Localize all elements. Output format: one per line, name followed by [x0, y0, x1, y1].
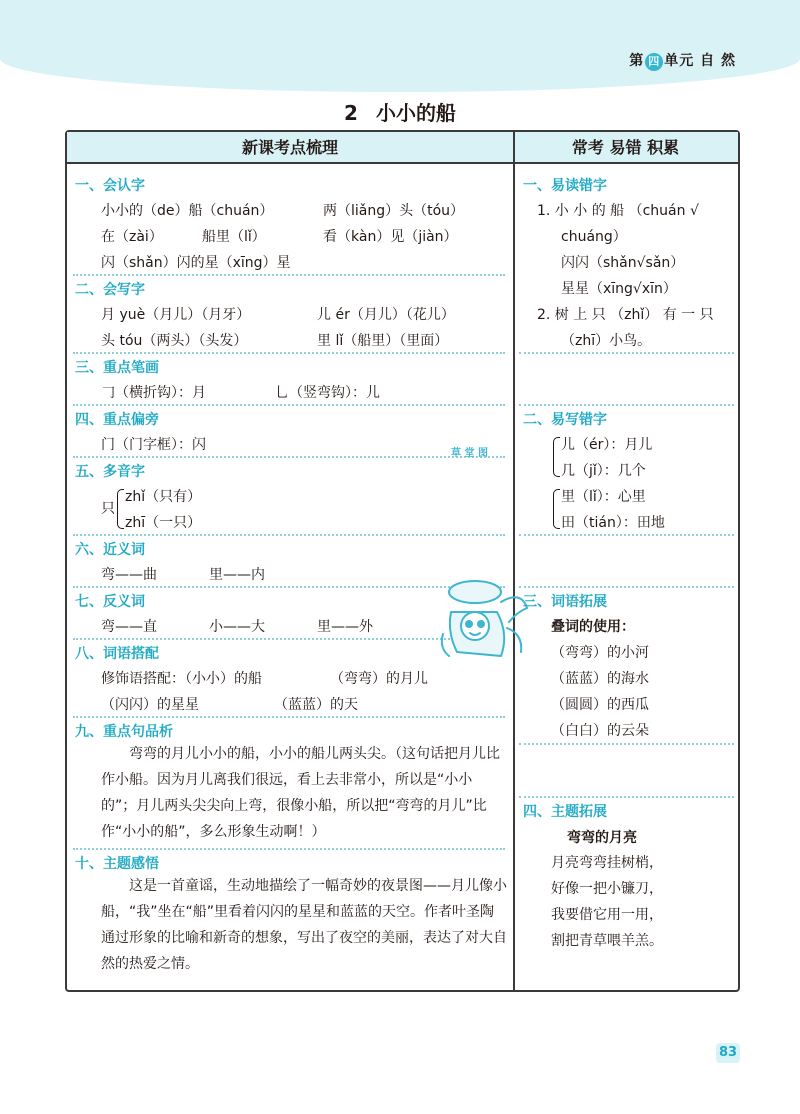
dotted-divider	[519, 743, 734, 745]
dotted-divider	[73, 404, 505, 406]
list-item: 儿（ér）：月儿	[561, 437, 653, 453]
sentence-analysis-paragraph: 弯弯的月儿小小的船，小小的船儿两头尖。（这句话把月儿比作小船。因为月儿离我们很远，看上去非常小，所以是“小小的”；月儿两头尖尖向上弯，很像小船，所以把“弯弯的月儿”比作“小小的船”，多么形象生动啊！）	[101, 746, 500, 840]
list-item: 田（tián）：田地	[561, 515, 665, 531]
list-item: 两（liǎng）头（tóu）	[323, 203, 465, 219]
dotted-divider	[73, 352, 505, 354]
theme-paragraph: 这是一首童谣，生动地描绘了一幅奇妙的夜景图——月儿像小船，“我”坐在“船”里看着闪闪的星星和蓝蓝的天空。作者叶圣陶通过形象的比喻和新奇的想象，写出了夜空的美丽，表达了对大自然的热爱之情。	[101, 878, 507, 972]
list-item: （蓝蓝）的天	[274, 697, 358, 713]
section-heading: 六、近义词	[75, 542, 145, 558]
list-item: （弯弯）的月儿	[330, 671, 428, 687]
top-banner	[0, 0, 800, 92]
list-item: 看（kàn）见（jiàn）	[323, 229, 458, 245]
section-heading: 八、词语搭配	[75, 646, 159, 662]
section-heading: 三、词语拓展	[523, 594, 607, 610]
dotted-divider	[519, 796, 734, 798]
brace	[553, 489, 560, 529]
list-item: 门（门字框）：闪	[101, 437, 206, 453]
list-item: 船里（lǐ）	[202, 229, 266, 245]
list-item: zhǐ（只有）	[125, 489, 202, 505]
list-item: （闪闪）的星星	[101, 697, 199, 713]
unit-theme: 自 然	[700, 53, 736, 69]
list-item: 闪（shǎn）闪的星（xīng）星	[101, 255, 291, 271]
list-item: （弯弯）的小河	[551, 645, 649, 661]
section-heading: 五、多音字	[75, 464, 145, 480]
list-item: 弯——直	[101, 619, 157, 635]
list-item: （白白）的云朵	[551, 723, 649, 739]
unit-label	[629, 50, 736, 71]
poem-title: 弯弯的月亮	[567, 830, 637, 846]
poem-line: 我要借它用一用，	[551, 907, 663, 923]
list-item: 星星（xīng√xīn）	[561, 281, 677, 297]
dotted-divider	[73, 456, 505, 458]
section-heading: 二、会写字	[75, 282, 145, 298]
section-heading: 十、主题感悟	[75, 856, 159, 872]
brace	[117, 489, 124, 529]
list-item: 月 yuè（月儿）（月牙）	[101, 307, 251, 323]
list-item: 修饰语搭配：（小小）的船	[101, 671, 262, 687]
dotted-divider	[519, 534, 734, 536]
left-column-header: 新课考点梳理	[67, 132, 513, 164]
dotted-divider	[73, 274, 505, 276]
list-item: 小——大	[209, 619, 265, 635]
list-item: 小小的（de）船（chuán）	[101, 203, 274, 219]
list-item: 闪闪（shǎn√sǎn）	[561, 255, 685, 271]
dotted-divider	[73, 848, 505, 850]
list-item: 𠃌（横折钩）：月	[101, 385, 206, 401]
dotted-divider	[73, 534, 505, 536]
list-item: 头 tóu（两头）（头发）	[101, 333, 248, 349]
section-heading: 九、重点句品析	[75, 724, 173, 740]
dotted-divider	[519, 404, 734, 406]
polyphone-char: 只	[101, 501, 115, 517]
list-item: 在（zài）	[101, 229, 163, 245]
list-item: （zhī）小鸟。	[561, 333, 652, 349]
list-item: 里 lǐ（船里）（里面）	[317, 333, 449, 349]
lesson-number: 2	[344, 101, 358, 125]
stamp-text: 草 堂 图	[451, 448, 488, 459]
dotted-divider	[519, 352, 734, 354]
unit-suffix: 单元	[664, 53, 695, 69]
list-item: 里——内	[209, 567, 265, 583]
dotted-divider	[73, 716, 505, 718]
list-item: chuáng）	[561, 229, 627, 245]
section-heading: 四、主题拓展	[523, 804, 607, 820]
subheading: 叠词的使用：	[551, 619, 635, 635]
section-heading: 一、会认字	[75, 178, 145, 194]
content-table	[65, 130, 740, 992]
section-heading: 一、易读错字	[523, 178, 607, 194]
unit-prefix: 第	[629, 53, 645, 69]
list-item: 弯——曲	[101, 567, 157, 583]
unit-number-badge: 四	[645, 53, 663, 71]
page-number: 83	[716, 1043, 740, 1063]
list-item: （圆圆）的西瓜	[551, 697, 649, 713]
poem-line: 月亮弯弯挂树梢，	[551, 855, 663, 871]
list-item: 1. 小 小 的 船 （chuán √	[537, 203, 699, 219]
column-divider	[513, 132, 515, 990]
poem-line: 好像一把小镰刀，	[551, 881, 663, 897]
list-item: （蓝蓝）的海水	[551, 671, 649, 687]
list-item: 里（lǐ）：心里	[561, 489, 646, 505]
list-item: 乚（竖弯钩）：儿	[275, 385, 380, 401]
lesson-title	[0, 97, 800, 126]
brace	[553, 437, 560, 477]
list-item: 几（jǐ）：几个	[561, 463, 646, 479]
section-heading: 二、易写错字	[523, 412, 607, 428]
dotted-divider	[519, 586, 734, 588]
list-item: zhī（一只）	[125, 515, 202, 531]
right-column-header: 常考 易错 积累	[513, 132, 738, 164]
section-heading: 四、重点偏旁	[75, 412, 159, 428]
section-heading: 三、重点笔画	[75, 360, 159, 376]
list-item: 里——外	[317, 619, 373, 635]
poem-line: 割把青草喂羊羔。	[551, 933, 663, 949]
lesson-name: 小小的船	[375, 101, 456, 125]
list-item: 2. 树 上 只 （zhǐ） 有 一 只	[537, 307, 714, 323]
section-heading: 七、反义词	[75, 594, 145, 610]
list-item: 儿 ér（月儿）（花儿）	[317, 307, 455, 323]
